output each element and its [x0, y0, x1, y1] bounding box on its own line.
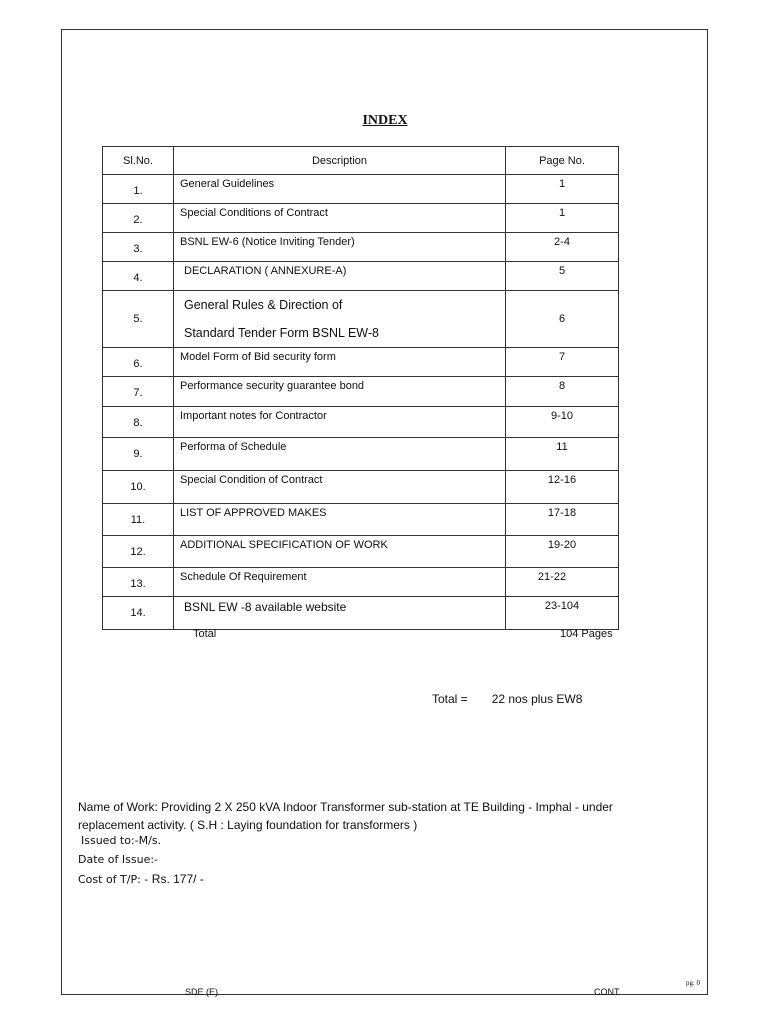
row-slno: 8.: [133, 417, 143, 429]
row-page: 2-4: [554, 236, 570, 248]
row-slno: 13.: [130, 578, 146, 590]
table-row: [103, 233, 619, 262]
row-page: 19-20: [547, 539, 577, 551]
table-row: [103, 471, 619, 504]
row-slno: 6.: [133, 358, 143, 370]
name-of-work: [78, 798, 678, 834]
row-slno: 1.: [133, 185, 143, 197]
table-row: [103, 407, 619, 438]
table-row: [103, 291, 619, 348]
grand-total: [432, 692, 582, 706]
row-description: Model Form of Bid security form: [180, 351, 336, 363]
header-slno: Sl.No.: [103, 147, 174, 175]
row-description: Performa of Schedule: [180, 441, 287, 453]
table-row: [103, 536, 619, 568]
work-line-1: Name of Work: Providing 2 X 250 kVA Indoor Transformer sub-station at TE Building - Imphal - under: [78, 800, 613, 814]
index-table: [102, 146, 619, 630]
row-description: ADDITIONAL SPECIFICATION OF WORK: [180, 539, 388, 551]
footer-left: SDE (E): [185, 987, 219, 997]
page-number: pg. 0: [686, 979, 700, 987]
row-slno: 10.: [130, 481, 146, 493]
grand-total-value: 22 nos plus EW8: [491, 692, 583, 706]
table-header-row: [103, 147, 619, 175]
table-row: [103, 262, 619, 291]
row-page: 5: [558, 265, 566, 277]
row-page: 11: [556, 441, 568, 453]
row-page: 23-104: [544, 600, 580, 612]
row-page: 1: [558, 207, 566, 219]
cost-label: Cost of T/P: -: [78, 873, 152, 886]
row-slno: 2.: [133, 214, 143, 226]
row-description: Special Condition of Contract: [180, 474, 323, 486]
table-row: [103, 438, 619, 471]
row-page: 8: [558, 380, 566, 392]
row-description: General Guidelines: [180, 178, 275, 190]
row-page: 9-10: [550, 410, 574, 422]
row-slno: 9.: [133, 448, 143, 460]
total-pages: 104 Pages: [560, 628, 613, 640]
table-row: [103, 568, 619, 597]
row-page: 7: [558, 351, 566, 363]
cost-of-tender: [78, 872, 204, 886]
row-slno: 7.: [133, 387, 143, 399]
row-slno: 4.: [133, 272, 143, 284]
table-row: [103, 348, 619, 377]
row-description-line1: General Rules & Direction of: [184, 298, 343, 312]
row-page: 6: [558, 313, 566, 325]
row-description: Important notes for Contractor: [180, 410, 327, 422]
row-description: LIST OF APPROVED MAKES: [180, 507, 327, 519]
row-slno: 12.: [130, 546, 146, 558]
table-row: [103, 204, 619, 233]
table-row: [103, 175, 619, 204]
row-page: 17-18: [547, 507, 577, 519]
header-description: Description: [174, 147, 506, 175]
date-of-issue: Date of Issue:-: [78, 853, 159, 866]
cost-value: Rs. 177/ -: [151, 872, 204, 886]
row-page: 1: [558, 178, 566, 190]
row-slno: 3.: [133, 243, 143, 255]
row-description-line2: Standard Tender Form BSNL EW-8: [184, 326, 379, 340]
row-description: BSNL EW -8 available website: [184, 600, 347, 614]
table-row: [103, 377, 619, 407]
row-slno: 11.: [130, 514, 146, 526]
issued-to: Issued to:-M/s.: [81, 834, 162, 847]
row-description: BSNL EW-6 (Notice Inviting Tender): [180, 236, 355, 248]
table-row: [103, 504, 619, 536]
page-title: INDEX: [362, 113, 408, 128]
grand-total-label: Total =: [432, 692, 468, 706]
row-description: Performance security guarantee bond: [180, 380, 365, 392]
total-label: Total: [193, 628, 217, 640]
row-description: DECLARATION ( ANNEXURE-A): [184, 265, 347, 277]
row-slno: 5.: [133, 313, 143, 325]
table-row: [103, 597, 619, 630]
row-page: 21-22: [537, 571, 567, 583]
footer-right: CONT: [594, 987, 620, 997]
row-description: Special Conditions of Contract: [180, 207, 328, 219]
work-line-2: replacement activity. ( S.H : Laying foundation for transformers ): [78, 818, 418, 832]
row-description: Schedule Of Requirement: [180, 571, 307, 583]
header-page: Page No.: [506, 147, 619, 175]
row-page: 12-16: [547, 474, 577, 486]
row-slno: 14.: [130, 607, 146, 619]
